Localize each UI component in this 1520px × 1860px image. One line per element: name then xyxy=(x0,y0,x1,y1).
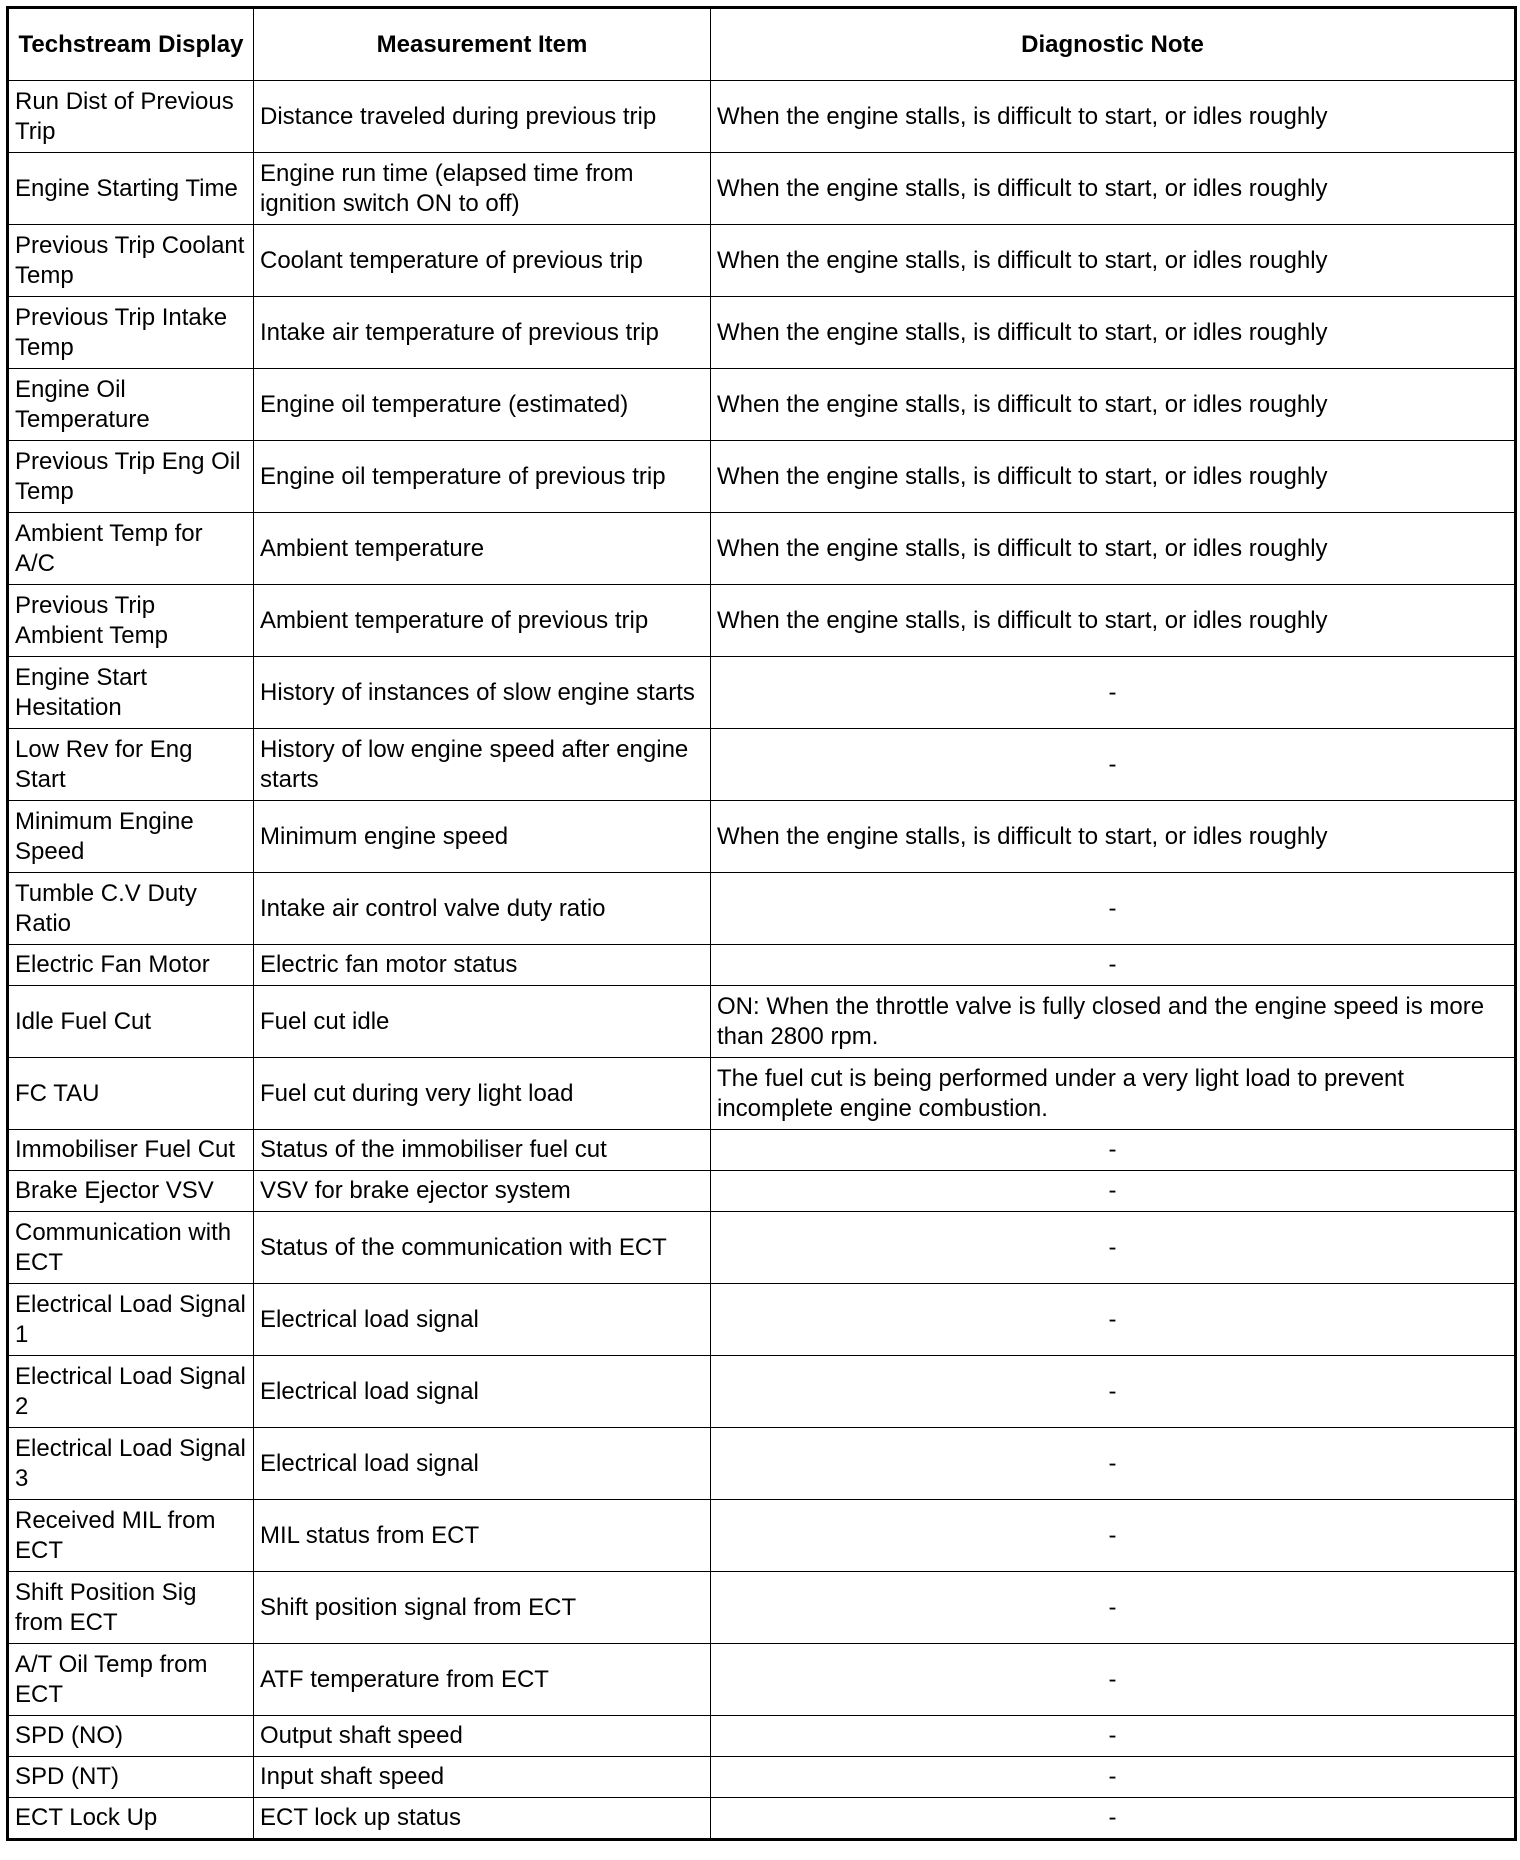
cell-measurement-item: Electrical load signal xyxy=(254,1284,711,1356)
cell-techstream-display: Previous Trip Coolant Temp xyxy=(8,225,254,297)
cell-techstream-display: Run Dist of Previous Trip xyxy=(8,81,254,153)
cell-diagnostic-note: - xyxy=(711,1644,1516,1716)
cell-techstream-display: Low Rev for Eng Start xyxy=(8,729,254,801)
cell-diagnostic-note: - xyxy=(711,1716,1516,1757)
table-row xyxy=(8,441,1516,513)
cell-measurement-item: MIL status from ECT xyxy=(254,1500,711,1572)
cell-techstream-display: Electrical Load Signal 3 xyxy=(8,1428,254,1500)
cell-measurement-item: Engine oil temperature of previous trip xyxy=(254,441,711,513)
table-row xyxy=(8,1572,1516,1644)
cell-measurement-item: Intake air control valve duty ratio xyxy=(254,873,711,945)
cell-techstream-display: Electric Fan Motor xyxy=(8,945,254,986)
header-measurement-item: Measurement Item xyxy=(254,8,711,81)
table-row xyxy=(8,1058,1516,1130)
cell-diagnostic-note: When the engine stalls, is difficult to start, or idles roughly xyxy=(711,81,1516,153)
cell-techstream-display: Engine Starting Time xyxy=(8,153,254,225)
cell-techstream-display: Communication with ECT xyxy=(8,1212,254,1284)
cell-measurement-item: Engine oil temperature (estimated) xyxy=(254,369,711,441)
cell-techstream-display: A/T Oil Temp from ECT xyxy=(8,1644,254,1716)
cell-diagnostic-note: - xyxy=(711,873,1516,945)
table-row xyxy=(8,729,1516,801)
table-row xyxy=(8,1130,1516,1171)
table-row xyxy=(8,81,1516,153)
cell-diagnostic-note: ON: When the throttle valve is fully closed and the engine speed is more than 2800 rpm. xyxy=(711,986,1516,1058)
cell-techstream-display: SPD (NO) xyxy=(8,1716,254,1757)
cell-measurement-item: Status of the immobiliser fuel cut xyxy=(254,1130,711,1171)
cell-measurement-item: Input shaft speed xyxy=(254,1757,711,1798)
cell-measurement-item: Ambient temperature of previous trip xyxy=(254,585,711,657)
header-diagnostic-note: Diagnostic Note xyxy=(711,8,1516,81)
cell-diagnostic-note: When the engine stalls, is difficult to start, or idles roughly xyxy=(711,801,1516,873)
cell-techstream-display: Idle Fuel Cut xyxy=(8,986,254,1058)
cell-diagnostic-note: When the engine stalls, is difficult to start, or idles roughly xyxy=(711,153,1516,225)
cell-measurement-item: Ambient temperature xyxy=(254,513,711,585)
cell-diagnostic-note: When the engine stalls, is difficult to start, or idles roughly xyxy=(711,585,1516,657)
cell-measurement-item: Status of the communication with ECT xyxy=(254,1212,711,1284)
table-row xyxy=(8,1356,1516,1428)
cell-techstream-display: Engine Start Hesitation xyxy=(8,657,254,729)
table-row xyxy=(8,801,1516,873)
table-row xyxy=(8,945,1516,986)
cell-diagnostic-note: - xyxy=(711,1171,1516,1212)
cell-diagnostic-note: When the engine stalls, is difficult to start, or idles roughly xyxy=(711,297,1516,369)
cell-diagnostic-note: - xyxy=(711,657,1516,729)
table-header-row xyxy=(8,8,1516,81)
cell-techstream-display: SPD (NT) xyxy=(8,1757,254,1798)
cell-measurement-item: Engine run time (elapsed time from ignition switch ON to off) xyxy=(254,153,711,225)
cell-measurement-item: Fuel cut idle xyxy=(254,986,711,1058)
table-row xyxy=(8,513,1516,585)
cell-techstream-display: Ambient Temp for A/C xyxy=(8,513,254,585)
cell-diagnostic-note: - xyxy=(711,1284,1516,1356)
cell-measurement-item: Coolant temperature of previous trip xyxy=(254,225,711,297)
cell-measurement-item: Electrical load signal xyxy=(254,1428,711,1500)
cell-diagnostic-note: When the engine stalls, is difficult to start, or idles roughly xyxy=(711,441,1516,513)
cell-techstream-display: Engine Oil Temperature xyxy=(8,369,254,441)
cell-measurement-item: Electric fan motor status xyxy=(254,945,711,986)
table-row xyxy=(8,986,1516,1058)
cell-measurement-item: Minimum engine speed xyxy=(254,801,711,873)
cell-diagnostic-note: - xyxy=(711,1130,1516,1171)
cell-measurement-item: ATF temperature from ECT xyxy=(254,1644,711,1716)
cell-diagnostic-note: When the engine stalls, is difficult to start, or idles roughly xyxy=(711,369,1516,441)
cell-techstream-display: Electrical Load Signal 1 xyxy=(8,1284,254,1356)
cell-diagnostic-note: - xyxy=(711,729,1516,801)
cell-measurement-item: ECT lock up status xyxy=(254,1798,711,1840)
table-row xyxy=(8,657,1516,729)
cell-diagnostic-note: - xyxy=(711,1212,1516,1284)
table-row xyxy=(8,369,1516,441)
table-row xyxy=(8,225,1516,297)
cell-measurement-item: Shift position signal from ECT xyxy=(254,1572,711,1644)
cell-diagnostic-note: - xyxy=(711,1428,1516,1500)
cell-diagnostic-note: When the engine stalls, is difficult to start, or idles roughly xyxy=(711,225,1516,297)
cell-techstream-display: Received MIL from ECT xyxy=(8,1500,254,1572)
cell-diagnostic-note: When the engine stalls, is difficult to start, or idles roughly xyxy=(711,513,1516,585)
cell-measurement-item: VSV for brake ejector system xyxy=(254,1171,711,1212)
cell-diagnostic-note: - xyxy=(711,1356,1516,1428)
table-row xyxy=(8,1212,1516,1284)
cell-diagnostic-note: - xyxy=(711,1572,1516,1644)
cell-measurement-item: History of instances of slow engine starts xyxy=(254,657,711,729)
cell-techstream-display: Minimum Engine Speed xyxy=(8,801,254,873)
table-row xyxy=(8,1284,1516,1356)
cell-techstream-display: Immobiliser Fuel Cut xyxy=(8,1130,254,1171)
cell-measurement-item: History of low engine speed after engine starts xyxy=(254,729,711,801)
table-row xyxy=(8,585,1516,657)
cell-techstream-display: FC TAU xyxy=(8,1058,254,1130)
table-row xyxy=(8,153,1516,225)
table-row xyxy=(8,297,1516,369)
cell-diagnostic-note: - xyxy=(711,1798,1516,1840)
cell-techstream-display: Electrical Load Signal 2 xyxy=(8,1356,254,1428)
document-page xyxy=(6,6,1514,1855)
cell-measurement-item: Fuel cut during very light load xyxy=(254,1058,711,1130)
table-row xyxy=(8,1500,1516,1572)
table-row xyxy=(8,873,1516,945)
cell-techstream-display: Brake Ejector VSV xyxy=(8,1171,254,1212)
table-row xyxy=(8,1644,1516,1716)
data-list-table xyxy=(6,6,1517,1841)
cell-techstream-display: Previous Trip Intake Temp xyxy=(8,297,254,369)
cell-techstream-display: Shift Position Sig from ECT xyxy=(8,1572,254,1644)
table-row xyxy=(8,1171,1516,1212)
cell-measurement-item: Electrical load signal xyxy=(254,1356,711,1428)
cell-measurement-item: Output shaft speed xyxy=(254,1716,711,1757)
cell-diagnostic-note: - xyxy=(711,945,1516,986)
cell-measurement-item: Intake air temperature of previous trip xyxy=(254,297,711,369)
table-row xyxy=(8,1757,1516,1798)
table-row xyxy=(8,1428,1516,1500)
table-row xyxy=(8,1716,1516,1757)
table-row xyxy=(8,1798,1516,1840)
cell-techstream-display: Previous Trip Eng Oil Temp xyxy=(8,441,254,513)
cell-techstream-display: ECT Lock Up xyxy=(8,1798,254,1840)
header-techstream-display: Techstream Display xyxy=(8,8,254,81)
cell-measurement-item: Distance traveled during previous trip xyxy=(254,81,711,153)
cell-techstream-display: Tumble C.V Duty Ratio xyxy=(8,873,254,945)
cell-diagnostic-note: - xyxy=(711,1757,1516,1798)
cell-techstream-display: Previous Trip Ambient Temp xyxy=(8,585,254,657)
cell-diagnostic-note: The fuel cut is being performed under a very light load to prevent incomplete engine combustion. xyxy=(711,1058,1516,1130)
cell-diagnostic-note: - xyxy=(711,1500,1516,1572)
